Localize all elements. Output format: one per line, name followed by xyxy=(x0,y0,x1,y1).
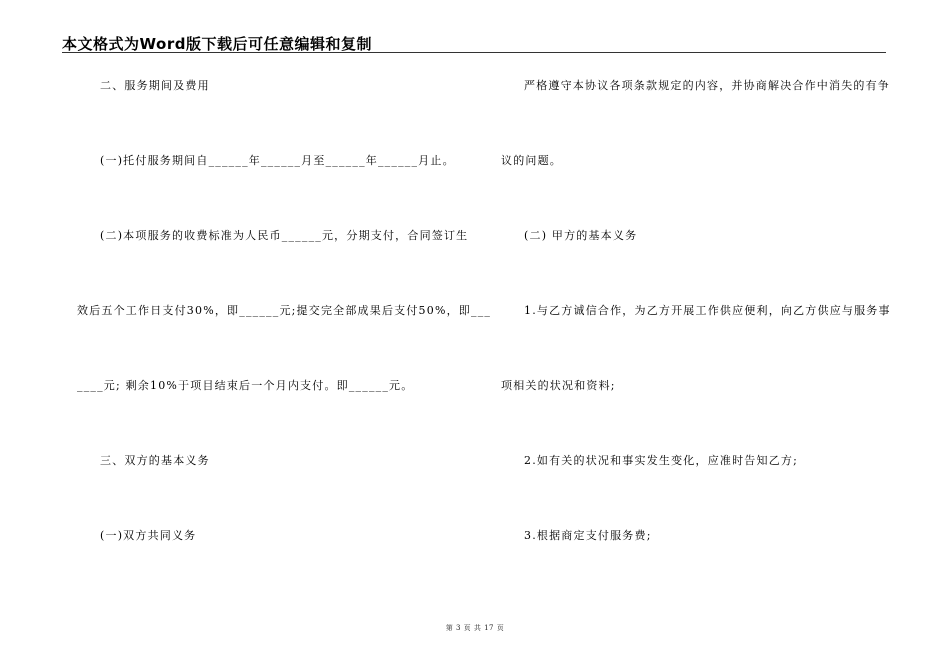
page-number-footer: 第 3 页 共 17 页 xyxy=(445,624,505,632)
paragraph-line: ____元; 剩余10%于项目结束后一个月内支付。即______元。 xyxy=(77,379,414,392)
paragraph-line: 2.如有关的状况和事实发生变化，应准时告知乙方; xyxy=(524,454,798,467)
document-header-title: 本文格式为Word版下载后可任意编辑和复制 xyxy=(62,35,372,53)
paragraph-line: (一)托付服务期间自______年______月至______年______月止。 xyxy=(100,154,455,167)
paragraph-line: 议的问题。 xyxy=(501,154,562,167)
paragraph-line: 效后五个工作日支付30%，即______元;提交完全部成果后支付50%，即___ xyxy=(77,304,492,317)
section-heading-service-period: 二、服务期间及费用 xyxy=(100,79,210,92)
paragraph-line: 1.与乙方诚信合作，为乙方开展工作供应便利，向乙方供应与服务事 xyxy=(524,304,891,317)
paragraph-line: (二)本项服务的收费标准为人民币______元，分期支付，合同签订生 xyxy=(100,229,469,242)
paragraph-line: 项相关的状况和资料; xyxy=(501,379,616,392)
header-divider xyxy=(62,52,886,53)
section-heading-obligations: 三、双方的基本义务 xyxy=(100,454,210,467)
subsection-heading-party-a-obligations: (二) 甲方的基本义务 xyxy=(524,229,638,242)
paragraph-line: 严格遵守本协议各项条款规定的内容，并协商解决合作中消失的有争 xyxy=(524,79,890,92)
subsection-heading-common-obligations: (一)双方共同义务 xyxy=(100,529,197,542)
paragraph-line: 3.根据商定支付服务费; xyxy=(524,529,652,542)
